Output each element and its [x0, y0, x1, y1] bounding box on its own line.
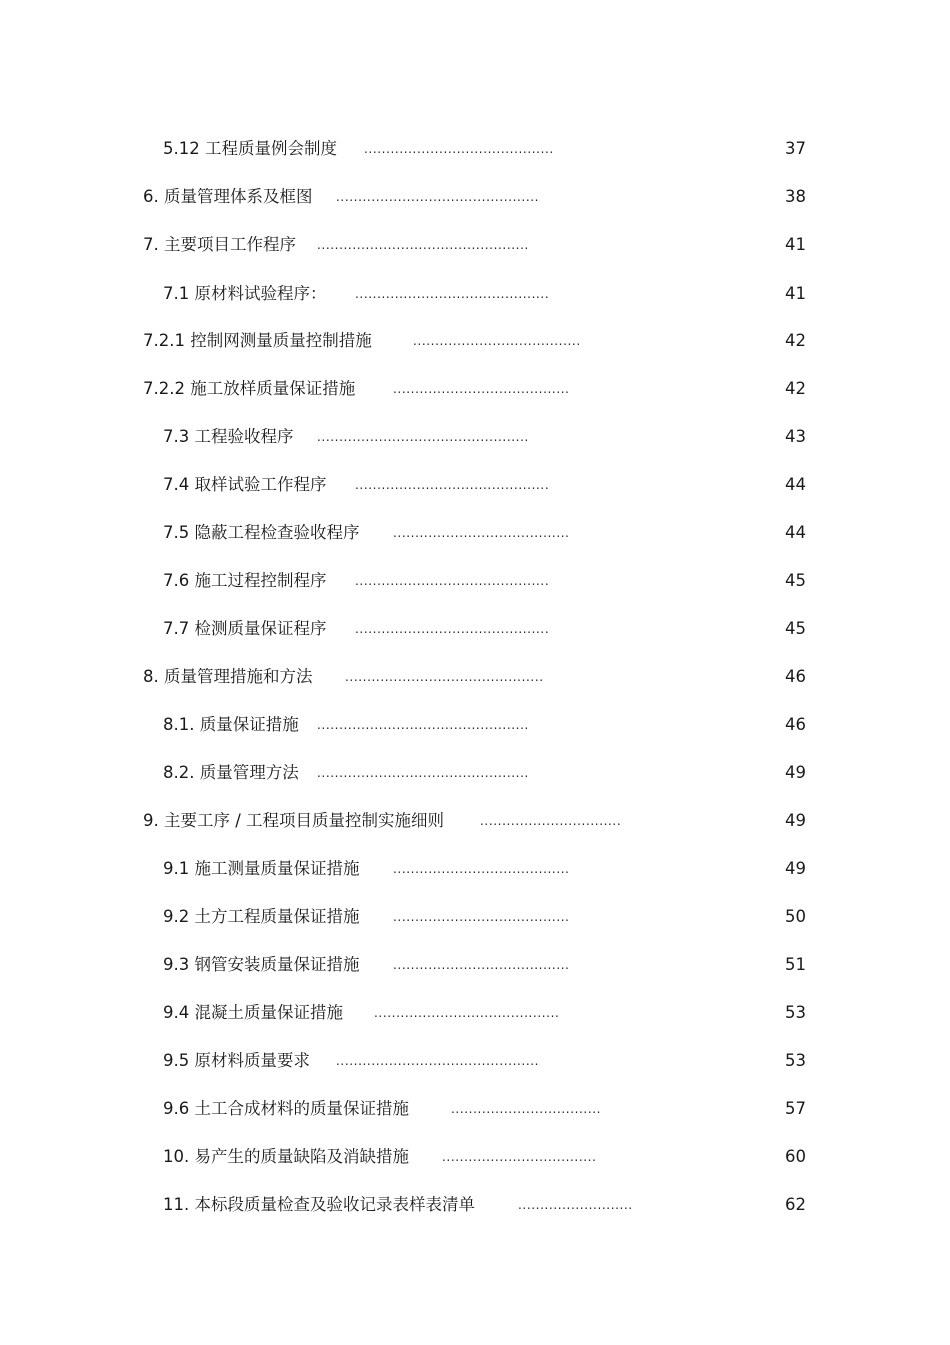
- toc-entry-title: 8. 质量管理措施和方法: [143, 667, 313, 686]
- toc-entry-title: 7.5 隐蔽工程检查验收程序: [163, 523, 360, 542]
- toc-entry-title: 7.1 原材料试验程序：: [163, 284, 327, 303]
- toc-leader-dots: ............................................: [355, 287, 550, 301]
- toc-entry[interactable]: [0, 903, 950, 931]
- toc-entry-title: 10. 易产生的质量缺陷及消缺措施: [163, 1147, 409, 1166]
- toc-entry-title: 11. 本标段质量检查及验收记录表样表清单: [163, 1195, 475, 1214]
- toc-page-number: 49: [785, 811, 806, 830]
- toc-entry-title: 8.1. 质量保证措施: [163, 715, 299, 734]
- toc-entry[interactable]: [0, 951, 950, 979]
- toc-leader-dots: ..........................: [518, 1198, 633, 1212]
- toc-page-number: 45: [785, 571, 806, 590]
- toc-page-number: 62: [785, 1195, 806, 1214]
- toc-entry[interactable]: [0, 999, 950, 1027]
- toc-page-number: 46: [785, 715, 806, 734]
- toc-leader-dots: ................................: [480, 814, 622, 828]
- toc-entry[interactable]: [0, 1191, 950, 1219]
- toc-leader-dots: ...................................: [442, 1150, 597, 1164]
- toc-leader-dots: ................................................: [317, 238, 529, 252]
- toc-entry[interactable]: [0, 423, 950, 451]
- toc-entry[interactable]: [0, 615, 950, 643]
- toc-page-number: 45: [785, 619, 806, 638]
- toc-leader-dots: ........................................: [393, 526, 570, 540]
- toc-page-number: 51: [785, 955, 806, 974]
- toc-entry[interactable]: [0, 471, 950, 499]
- toc-page-number: 53: [785, 1003, 806, 1022]
- toc-leader-dots: .............................................: [345, 670, 544, 684]
- toc-entry-title: 7. 主要项目工作程序: [143, 235, 296, 254]
- toc-page-number: 49: [785, 859, 806, 878]
- toc-leader-dots: ................................................: [317, 430, 529, 444]
- toc-page-number: 41: [785, 235, 806, 254]
- toc-entry[interactable]: [0, 1047, 950, 1075]
- toc-leader-dots: ........................................: [393, 382, 570, 396]
- toc-entry-title: 8.2. 质量管理方法: [163, 763, 299, 782]
- toc-entry[interactable]: [0, 183, 950, 211]
- toc-leader-dots: ........................................: [393, 862, 570, 876]
- toc-page-number: 49: [785, 763, 806, 782]
- toc-page-number: 37: [785, 139, 806, 158]
- toc-page-number: 50: [785, 907, 806, 926]
- toc-leader-dots: ..................................: [451, 1102, 602, 1116]
- toc-entry[interactable]: [0, 280, 950, 308]
- toc-page-number: 44: [785, 475, 806, 494]
- toc-entry[interactable]: [0, 1143, 950, 1171]
- toc-entry-title: 7.3 工程验收程序: [163, 427, 294, 446]
- toc-entry-title: 7.2.1 控制网测量质量控制措施: [143, 331, 372, 350]
- toc-page-number: 38: [785, 187, 806, 206]
- toc-leader-dots: ............................................: [355, 622, 550, 636]
- toc-entry-title: 9.1 施工测量质量保证措施: [163, 859, 360, 878]
- toc-entry-title: 9.3 钢管安装质量保证措施: [163, 955, 360, 974]
- toc-entry[interactable]: [0, 711, 950, 739]
- toc-entry-title: 5.12 工程质量例会制度: [163, 139, 337, 158]
- toc-page-number: 53: [785, 1051, 806, 1070]
- toc-page-number: 46: [785, 667, 806, 686]
- toc-entry[interactable]: [0, 663, 950, 691]
- toc-page-number: 57: [785, 1099, 806, 1118]
- toc-leader-dots: ..........................................: [374, 1006, 560, 1020]
- toc-entry[interactable]: [0, 759, 950, 787]
- toc-entry[interactable]: [0, 807, 950, 835]
- toc-page-number: 42: [785, 379, 806, 398]
- toc-entry-title: 9.4 混凝土质量保证措施: [163, 1003, 343, 1022]
- toc-page-number: 42: [785, 331, 806, 350]
- toc-entry[interactable]: [0, 519, 950, 547]
- toc-page-number: 60: [785, 1147, 806, 1166]
- toc-entry-title: 7.6 施工过程控制程序: [163, 571, 327, 590]
- toc-leader-dots: ............................................: [355, 574, 550, 588]
- toc-entry-title: 7.2.2 施工放样质量保证措施: [143, 379, 356, 398]
- toc-leader-dots: ................................................: [317, 766, 529, 780]
- toc-leader-dots: ..............................................: [336, 1054, 540, 1068]
- toc-entry-title: 9.5 原材料质量要求: [163, 1051, 310, 1070]
- toc-entry-title: 9. 主要工序 / 工程项目质量控制实施细则: [143, 811, 445, 830]
- toc-leader-dots: ...........................................: [364, 142, 554, 156]
- toc-page-number: 44: [785, 523, 806, 542]
- toc-leader-dots: ................................................: [317, 718, 529, 732]
- toc-entry[interactable]: [0, 327, 950, 355]
- toc-page-number: 41: [785, 284, 806, 303]
- toc-entry-title: 7.7 检测质量保证程序: [163, 619, 327, 638]
- toc-leader-dots: ........................................: [393, 910, 570, 924]
- toc-leader-dots: ......................................: [413, 334, 581, 348]
- toc-leader-dots: ........................................: [393, 958, 570, 972]
- toc-entry-title: 7.4 取样试验工作程序: [163, 475, 327, 494]
- toc-entry[interactable]: [0, 231, 950, 259]
- toc-entry[interactable]: [0, 1095, 950, 1123]
- toc-entry[interactable]: [0, 855, 950, 883]
- toc-leader-dots: ............................................: [355, 478, 550, 492]
- toc-entry[interactable]: [0, 567, 950, 595]
- toc-entry-title: 9.6 土工合成材料的质量保证措施: [163, 1099, 409, 1118]
- toc-entry[interactable]: [0, 375, 950, 403]
- toc-entry-title: 9.2 土方工程质量保证措施: [163, 907, 360, 926]
- toc-entry[interactable]: [0, 135, 950, 163]
- toc-entry-title: 6. 质量管理体系及框图: [143, 187, 313, 206]
- toc-leader-dots: ..............................................: [336, 190, 540, 204]
- toc-page-number: 43: [785, 427, 806, 446]
